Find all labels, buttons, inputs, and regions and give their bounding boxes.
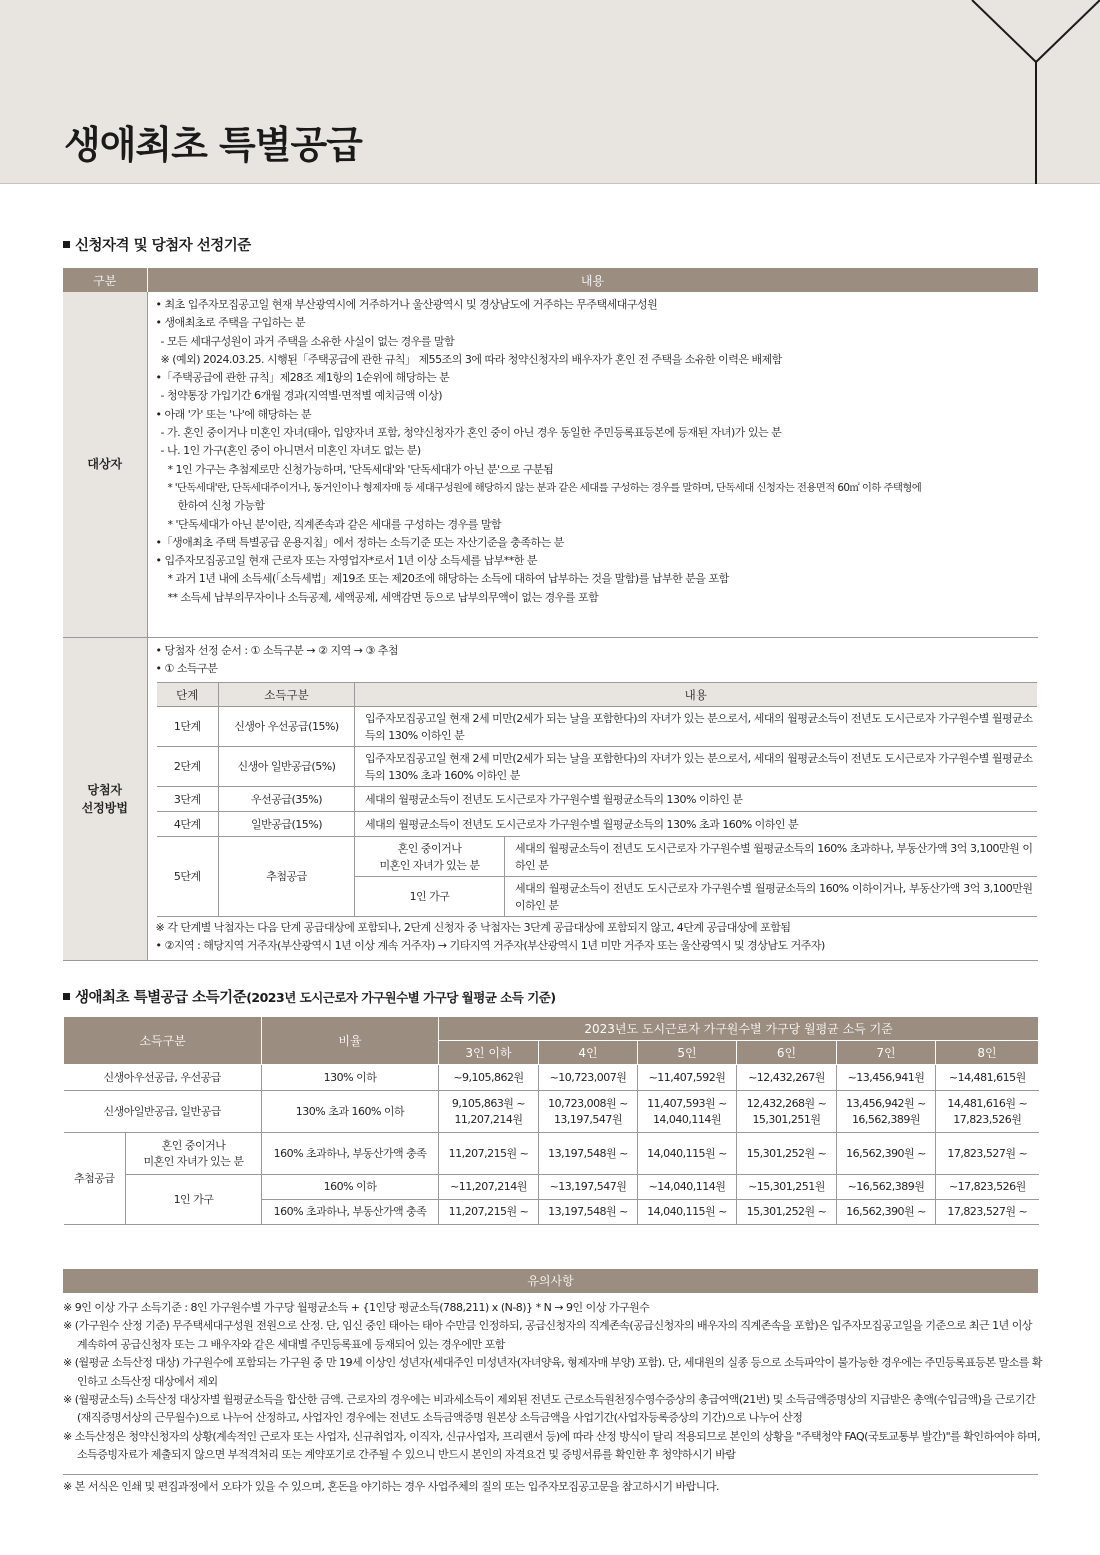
note-item: ※ (가구원수 산정 기준) 무주택세대구성원 전원으로 산정. 단, 임신 중인 태아는 태아 수만큼 인정하되, 공급신청자의 직계존속(공급신청자의 배우자의 직계존속을 포함)은 입주자모집공고일을 기준으로 최근 1년 이상 계속하여 공급신청자 또는 그 배우자와 같은 세대별 주민등록표에 등재되어 있는 경우에만 포함 — [63, 1319, 1032, 1351]
value-cell: 11,207,215원 ~ — [439, 1133, 539, 1175]
value-cell: 17,823,527원 ~ — [936, 1200, 1039, 1225]
bullet-square-icon — [63, 241, 70, 248]
list-item: 한하여 신청 가능함 — [177, 499, 265, 513]
value-cell: ~17,823,526원 — [936, 1175, 1039, 1200]
col-ratio: 비율 — [262, 1017, 439, 1065]
section2-title-text: 생애최초 특별공급 소득기준 — [75, 990, 247, 1006]
note-item: ※ 9인 이상 가구 소득기준 : 8인 가구원수별 가구당 월평균소득 + {1인당 평균소득(788,211) x (N-8)} * N → 9인 이상 가구원수 — [63, 1301, 650, 1314]
content-cell: 입주자모집공고일 현재 2세 미만(2세가 되는 날을 포함한다)의 자녀가 있는 분으로서, 세대의 월평균소득이 전년도 도시근로자 가구원수별 월평균소득의 130% 이하인 분 — [355, 707, 1037, 747]
sub-type-line2: 미혼인 자녀가 있는 분 — [143, 1154, 244, 1168]
list-item: ※ (예외) 2024.03.25. 시행된「주택공급에 관한 규칙」 제55조의 3에 따라 청약신청자의 배우자가 혼인 전 주택을 소유한 이력은 배제함 — [160, 352, 782, 366]
step-cell: 4단계 — [157, 812, 219, 837]
value-cell — [439, 1091, 539, 1133]
list-item: • 최초 입주자모집공고일 현재 부산광역시에 거주하거나 울산광역시 및 경상남도에 거주하는 무주택세대구성원 — [155, 298, 658, 311]
step-cell: 1단계 — [157, 707, 219, 747]
col-size: 5인 — [638, 1041, 737, 1065]
lottery-sub-single: 1인 가구 — [355, 877, 505, 917]
value-from: 13,456,942원 ~ — [846, 1096, 926, 1110]
footer-disclaimer: ※ 본 서식은 인쇄 및 편집과정에서 오타가 있을 수 있으며, 혼돈을 야기하는 경우 사업주체의 질의 또는 입주자모집공고문을 참고하시기 바랍니다. — [63, 1480, 719, 1493]
value-cell: 13,197,548원 ~ — [539, 1200, 638, 1225]
section2-title-sub: (2023년 도시근로자 가구원수별 가구당 월평균 소득 기준) — [246, 990, 556, 1005]
notes-title: 유의사항 — [63, 1269, 1038, 1293]
list-item: - 청약통장 가입기간 6개월 경과(지역별·면적별 예치금액 이상) — [160, 389, 443, 403]
list-item: * '단독세대'란, 단독세대주이거나, 동거인이나 형제자매 등 세대구성원에 해당하지 않는 분과 같은 세대를 구성하는 경우를 말하며, 단독세대 신청자는 전용면적 60㎡ 이하 주택형에 — [167, 481, 922, 494]
value-cell: ~10,723,007원 — [539, 1065, 638, 1091]
table-row — [64, 1091, 1039, 1133]
income-criteria-table — [63, 1016, 1039, 1225]
group-cell: 추첨공급 — [64, 1133, 126, 1225]
ratio-cell: 160% 초과하나, 부동산가액 충족 — [262, 1133, 439, 1175]
lottery-sub-married-2: 미혼인 자녀가 있는 분 — [379, 858, 480, 872]
sub-type-line1: 혼인 중이거나 — [161, 1138, 226, 1152]
col-size: 8인 — [936, 1041, 1039, 1065]
value-cell: ~9,105,862원 — [439, 1065, 539, 1091]
value-cell — [737, 1091, 837, 1133]
value-cell — [837, 1091, 936, 1133]
target-content — [147, 292, 1038, 637]
page-header — [0, 0, 1100, 184]
type-cell: 신생아 우선공급(15%) — [219, 707, 355, 747]
note-item: ※ (월평균소득) 소득산정 대상자별 월평균소득을 합산한 금액. 근로자의 경우에는 비과세소득이 제외된 전년도 근로소득원천징수영수증상의 총급여액(21번) 및 소득금액증명상의 지급받은 총액(수입금액)을 근로기간(재직증명서상의 근무월수)으로 나누어 산정하고, 사업자인 경우에는 전년도 소득금액증명 원본상 소득금액을 사업기간(사업자등록증상의 기간)으로 나누어 산정 — [63, 1393, 1036, 1425]
page-title: 생애최초 특별공급 — [64, 123, 362, 167]
list-item: •「주택공급에 관한 규칙」제28조 제1항의 1순위에 해당하는 분 — [155, 371, 450, 385]
step-cell: 3단계 — [157, 787, 219, 812]
sub-col-content: 내용 — [355, 683, 1037, 707]
value-to: 14,040,114원 — [652, 1112, 722, 1126]
col-size: 4인 — [539, 1041, 638, 1065]
list-item: - 나. 1인 가구(혼인 중이 아니면서 미혼인 자녀도 없는 분) — [160, 444, 421, 458]
type-cell: 신생아 일반공급(5%) — [219, 747, 355, 787]
type-cell: 우선공급(35%) — [219, 787, 355, 812]
value-cell — [936, 1091, 1039, 1133]
col-size: 3인 이하 — [439, 1041, 539, 1065]
type-cell: 일반공급(15%) — [219, 812, 355, 837]
list-item: •「생애최초 주택 특별공급 운용지침」에서 정하는 소득기준 또는 자산기준을 충족하는 분 — [155, 535, 564, 549]
type-cell: 추첨공급 — [219, 837, 355, 917]
value-cell: 15,301,252원 ~ — [737, 1200, 837, 1225]
income-step-table — [157, 682, 1037, 917]
section2-title — [63, 986, 556, 1007]
lottery-sub-married-1: 혼인 중이거나 — [397, 841, 462, 855]
value-cell: ~15,301,251원 — [737, 1175, 837, 1200]
content-cell: 세대의 월평균소득이 전년도 도시근로자 가구원수별 월평균소득의 130% 초과 160% 이하인 분 — [355, 812, 1037, 837]
value-cell: 11,207,215원 ~ — [439, 1200, 539, 1225]
list-item: - 가. 혼인 중이거나 미혼인 자녀(태아, 입양자녀 포함, 청약신청자가 혼인 중이 아닌 경우 동일한 주민등록표등본에 등재된 자녀)가 있는 분 — [160, 426, 782, 440]
income-type-cell: 신생아우선공급, 우선공급 — [64, 1065, 262, 1091]
value-cell: 15,301,252원 ~ — [737, 1133, 837, 1175]
value-cell: ~12,432,267원 — [737, 1065, 837, 1091]
section1-title — [63, 234, 251, 255]
note-item: ※ (월평균 소득산정 대상) 가구원수에 포함되는 가구원 중 만 19세 이상인 성년자(세대주인 미성년자(자녀양육, 형제자매 부양) 포함). 단, 세대원의 실종 등으로 소득파악이 불가능한 경우에는 주민등록표등본 말소를 확인하고 소득산정 대상에서 제외 — [63, 1356, 1042, 1388]
content-cell: 입주자모집공고일 현재 2세 미만(2세가 되는 날을 포함한다)의 자녀가 있는 분으로서, 세대의 월평균소득이 전년도 도시근로자 가구원수별 월평균소득의 130% 초과 160% 이하인 분 — [355, 747, 1037, 787]
ratio-cell: 130% 초과 160% 이하 — [262, 1091, 439, 1133]
content-cell: 세대의 월평균소득이 전년도 도시근로자 가구원수별 월평균소득의 160% 이하이거나, 부동산가액 3억 3,100만원 이하인 분 — [505, 877, 1037, 917]
row-label-selection-2: 선정방법 — [81, 800, 128, 815]
value-to: 16,562,389원 — [851, 1112, 921, 1126]
col-category: 구분 — [63, 268, 147, 292]
value-cell: ~14,481,615원 — [936, 1065, 1039, 1091]
value-to: 17,823,526원 — [953, 1112, 1022, 1126]
value-cell: ~13,456,941원 — [837, 1065, 936, 1091]
value-cell: ~11,207,214원 — [439, 1175, 539, 1200]
value-cell — [539, 1091, 638, 1133]
col-content: 내용 — [147, 268, 1038, 292]
value-cell: 16,562,390원 ~ — [837, 1133, 936, 1175]
list-item: ** 소득세 납부의무자이나 소득공제, 세액공제, 세액감면 등으로 납부의무액이 없는 경우를 포함 — [167, 590, 599, 604]
lottery-sub-married — [355, 837, 505, 877]
step-cell: 5단계 — [157, 837, 219, 917]
eligibility-table — [63, 268, 1039, 961]
section1-title-text: 신청자격 및 당첨자 선정기준 — [75, 238, 251, 254]
list-item: * '단독세대가 아닌 분'이란, 직계존속과 같은 세대를 구성하는 경우를 말함 — [167, 517, 502, 531]
col-size: 7인 — [837, 1041, 936, 1065]
value-cell: 14,040,115원 ~ — [638, 1133, 737, 1175]
value-cell: ~16,562,389원 — [837, 1175, 936, 1200]
value-to: 15,301,251원 — [752, 1112, 821, 1126]
col-income-type: 소득구분 — [64, 1017, 262, 1065]
row-label-selection — [63, 637, 147, 960]
sub-type-cell: 1인 가구 — [126, 1175, 262, 1225]
sub-col-type: 소득구분 — [219, 683, 355, 707]
table-row — [64, 1133, 1039, 1175]
list-item: • 당첨자 선정 순서 : ① 소득구분 → ② 지역 → ③ 추첨 — [155, 643, 399, 657]
sub-col-step: 단계 — [157, 683, 219, 707]
table-row — [64, 1175, 1039, 1200]
value-cell — [638, 1091, 737, 1133]
value-from: 14,481,616원 ~ — [947, 1096, 1028, 1110]
value-cell: ~11,407,592원 — [638, 1065, 737, 1091]
value-cell: ~13,197,547원 — [539, 1175, 638, 1200]
content-cell: 세대의 월평균소득이 전년도 도시근로자 가구원수별 월평균소득의 130% 이하인 분 — [355, 787, 1037, 812]
list-item: * 1인 가구는 추첨제로만 신청가능하며, '단독세대'와 '단독세대가 아닌 분'으로 구분됨 — [167, 462, 554, 476]
value-cell: 14,040,115원 ~ — [638, 1200, 737, 1225]
step-cell: 2단계 — [157, 747, 219, 787]
value-cell: ~14,040,114원 — [638, 1175, 737, 1200]
value-cell: 17,823,527원 ~ — [936, 1133, 1039, 1175]
value-from: 10,723,008원 ~ — [548, 1096, 628, 1110]
income-type-cell: 신생아일반공급, 일반공급 — [64, 1091, 262, 1133]
note-item: ※ 소득산정은 청약신청자의 상황(계속적인 근로자 또는 사업자, 신규취업자, 이직자, 신규사업자, 프리랜서 등)에 따라 산정 방식이 달리 적용되므로 본인의 상황을 "주택청약 FAQ(국토교통부 발간)"를 확인하여야 하며, 소득증빙자료가 제출되지 않으면 부적격처리 또는 계약포기로 간주될 수 있으니 반드시 본인의 자격요건 및 증빙서류를 확인한 후 청약하시기 바람 — [63, 1429, 1041, 1462]
content-cell: 세대의 월평균소득이 전년도 도시근로자 가구원수별 월평균소득의 160% 초과하나, 부동산가액 3억 3,100만원 이하인 분 — [505, 837, 1037, 877]
row-label-target: 대상자 — [63, 292, 147, 637]
list-item: • ②지역 : 해당지역 거주자(부산광역시 1년 이상 계속 거주자) → 기타지역 거주자(부산광역시 1년 미만 거주자 또는 울산광역시 및 경상남도 거주자) — [155, 939, 825, 953]
value-to: 11,207,214원 — [454, 1112, 523, 1126]
value-from: 11,407,593원 ~ — [647, 1096, 727, 1110]
selection-content — [147, 637, 1038, 960]
list-item: • ① 소득구분 — [155, 661, 218, 675]
table-row — [64, 1065, 1039, 1091]
ratio-cell: 130% 이하 — [262, 1065, 439, 1091]
value-from: 12,432,268원 ~ — [746, 1096, 827, 1110]
value-from: 9,105,863원 ~ — [451, 1096, 526, 1110]
list-item: ※ 각 단계별 낙첨자는 다음 단계 공급대상에 포함되나, 2단계 신청자 중 낙첨자는 3단계 공급대상에 포함되지 않고, 4단계 공급대상에 포함됨 — [155, 921, 791, 935]
value-cell: 13,197,548원 ~ — [539, 1133, 638, 1175]
value-to: 13,197,547원 — [553, 1112, 623, 1126]
bullet-square-icon — [63, 993, 70, 1000]
list-item: * 과거 1년 내에 소득세(「소득세법」제19조 또는 제20조에 해당하는 소득에 대하여 납부하는 것을 말함)를 납부한 분을 포함 — [167, 572, 729, 586]
sub-type-cell — [126, 1133, 262, 1175]
list-item: - 모든 세대구성원이 과거 주택을 소유한 사실이 없는 경우를 말함 — [160, 334, 455, 348]
col-group: 2023년도 도시근로자 가구원수별 가구당 월평균 소득 기준 — [439, 1017, 1039, 1041]
col-size: 6인 — [737, 1041, 837, 1065]
notes-list — [63, 1299, 1043, 1465]
row-label-selection-1: 당첨자 — [87, 782, 123, 797]
ratio-cell: 160% 초과하나, 부동산가액 충족 — [262, 1200, 439, 1225]
list-item: • 입주자모집공고일 현재 근로자 또는 자영업자*로서 1년 이상 소득세를 납부**한 분 — [155, 554, 537, 568]
value-cell: 16,562,390원 ~ — [837, 1200, 936, 1225]
ratio-cell: 160% 이하 — [262, 1175, 439, 1200]
list-item: • 생애최초로 주택을 구입하는 분 — [155, 316, 306, 330]
divider — [63, 1474, 1038, 1475]
list-item: • 아래 '가' 또는 '나'에 해당하는 분 — [155, 407, 312, 421]
